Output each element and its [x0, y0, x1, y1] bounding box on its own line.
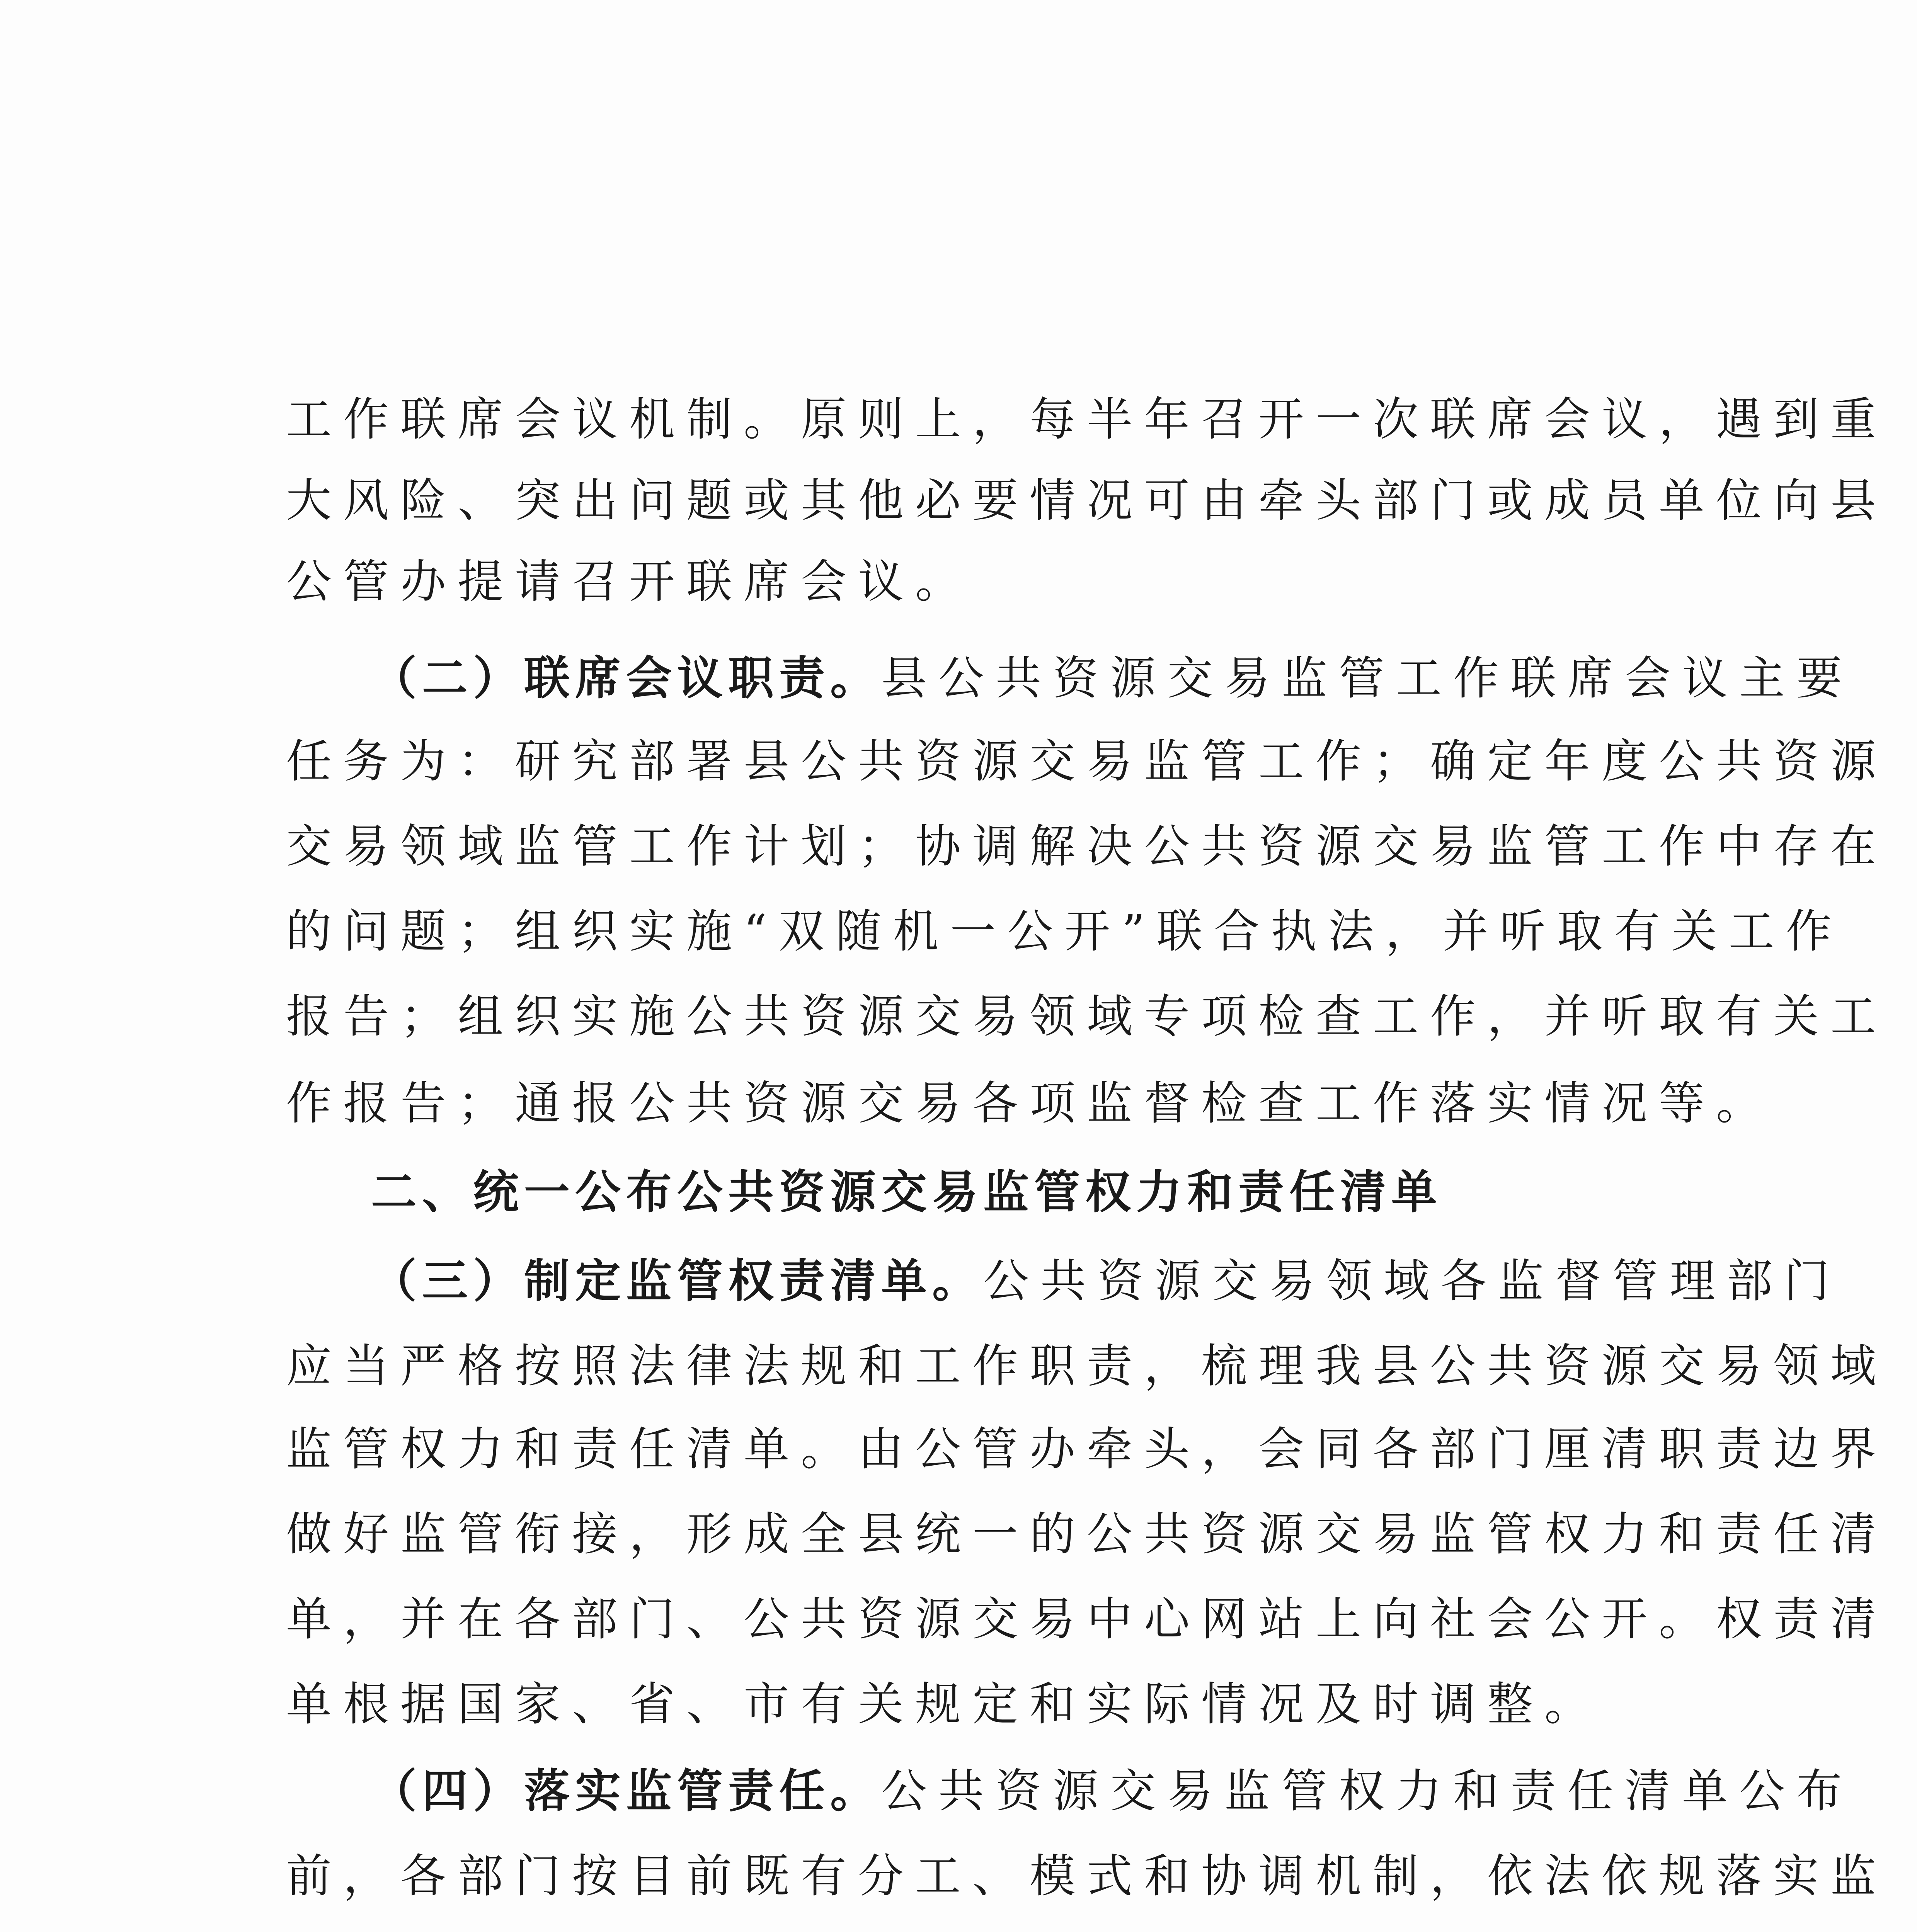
paragraph-line-3: 公管办提请召开联席会议。	[286, 555, 973, 608]
section-title-4: （四）落实监管责任。	[371, 1764, 882, 1818]
paragraph-line-14: 做好监管衔接，形成全县统一的公共资源交易监管权力和责任清	[286, 1507, 1888, 1561]
paragraph-line-15: 单，并在各部门、公共资源交易中心网站上向社会公开。权责清	[286, 1592, 1888, 1646]
paragraph-text: 公共资源交易监管权力和责任清单公布	[881, 1764, 1854, 1818]
section-title-2: （二）联席会议职责。	[371, 651, 882, 705]
chapter-heading: 二、统一公布公共资源交易监管权力和责任清单	[371, 1165, 1443, 1219]
paragraph-line-4	[371, 649, 1854, 707]
paragraph-line-2: 大风险、突出问题或其他必要情况可由牵头部门或成员单位向县	[286, 474, 1888, 527]
paragraph-line-7: 的问题；组织实施“双随机一公开”联合执法，并听取有关工作	[286, 905, 1843, 958]
paragraph-line-12: 应当严格按照法律法规和工作职责，梳理我县公共资源交易领域	[286, 1339, 1888, 1393]
paragraph-line-18: 前，各部门按目前既有分工、模式和协调机制，依法依规落实监	[286, 1849, 1888, 1903]
paragraph-text: 县公共资源交易监管工作联席会议主要	[881, 651, 1854, 705]
paragraph-line-6: 交易领域监管工作计划；协调解决公共资源交易监管工作中存在	[286, 820, 1888, 873]
paragraph-line-5: 任务为：研究部署县公共资源交易监管工作；确定年度公共资源	[286, 735, 1888, 788]
section-title-3: （三）制定监管权责清单。	[371, 1254, 984, 1308]
paragraph-line-13: 监管权力和责任清单。由公管办牵头，会同各部门厘清职责边界	[286, 1422, 1888, 1476]
paragraph-line-1: 工作联席会议机制。原则上，每半年召开一次联席会议，遇到重	[286, 393, 1888, 446]
paragraph-line-9: 作报告；通报公共资源交易各项监督检查工作落实情况等。	[286, 1077, 1774, 1130]
paragraph-line-16: 单根据国家、省、市有关规定和实际情况及时调整。	[286, 1677, 1602, 1731]
paragraph-line-17	[371, 1762, 1854, 1820]
paragraph-text: 公共资源交易领域各监督管理部门	[983, 1254, 1842, 1308]
paragraph-line-8: 报告；组织实施公共资源交易领域专项检查工作，并听取有关工	[286, 990, 1888, 1043]
paragraph-line-11	[371, 1252, 1842, 1310]
